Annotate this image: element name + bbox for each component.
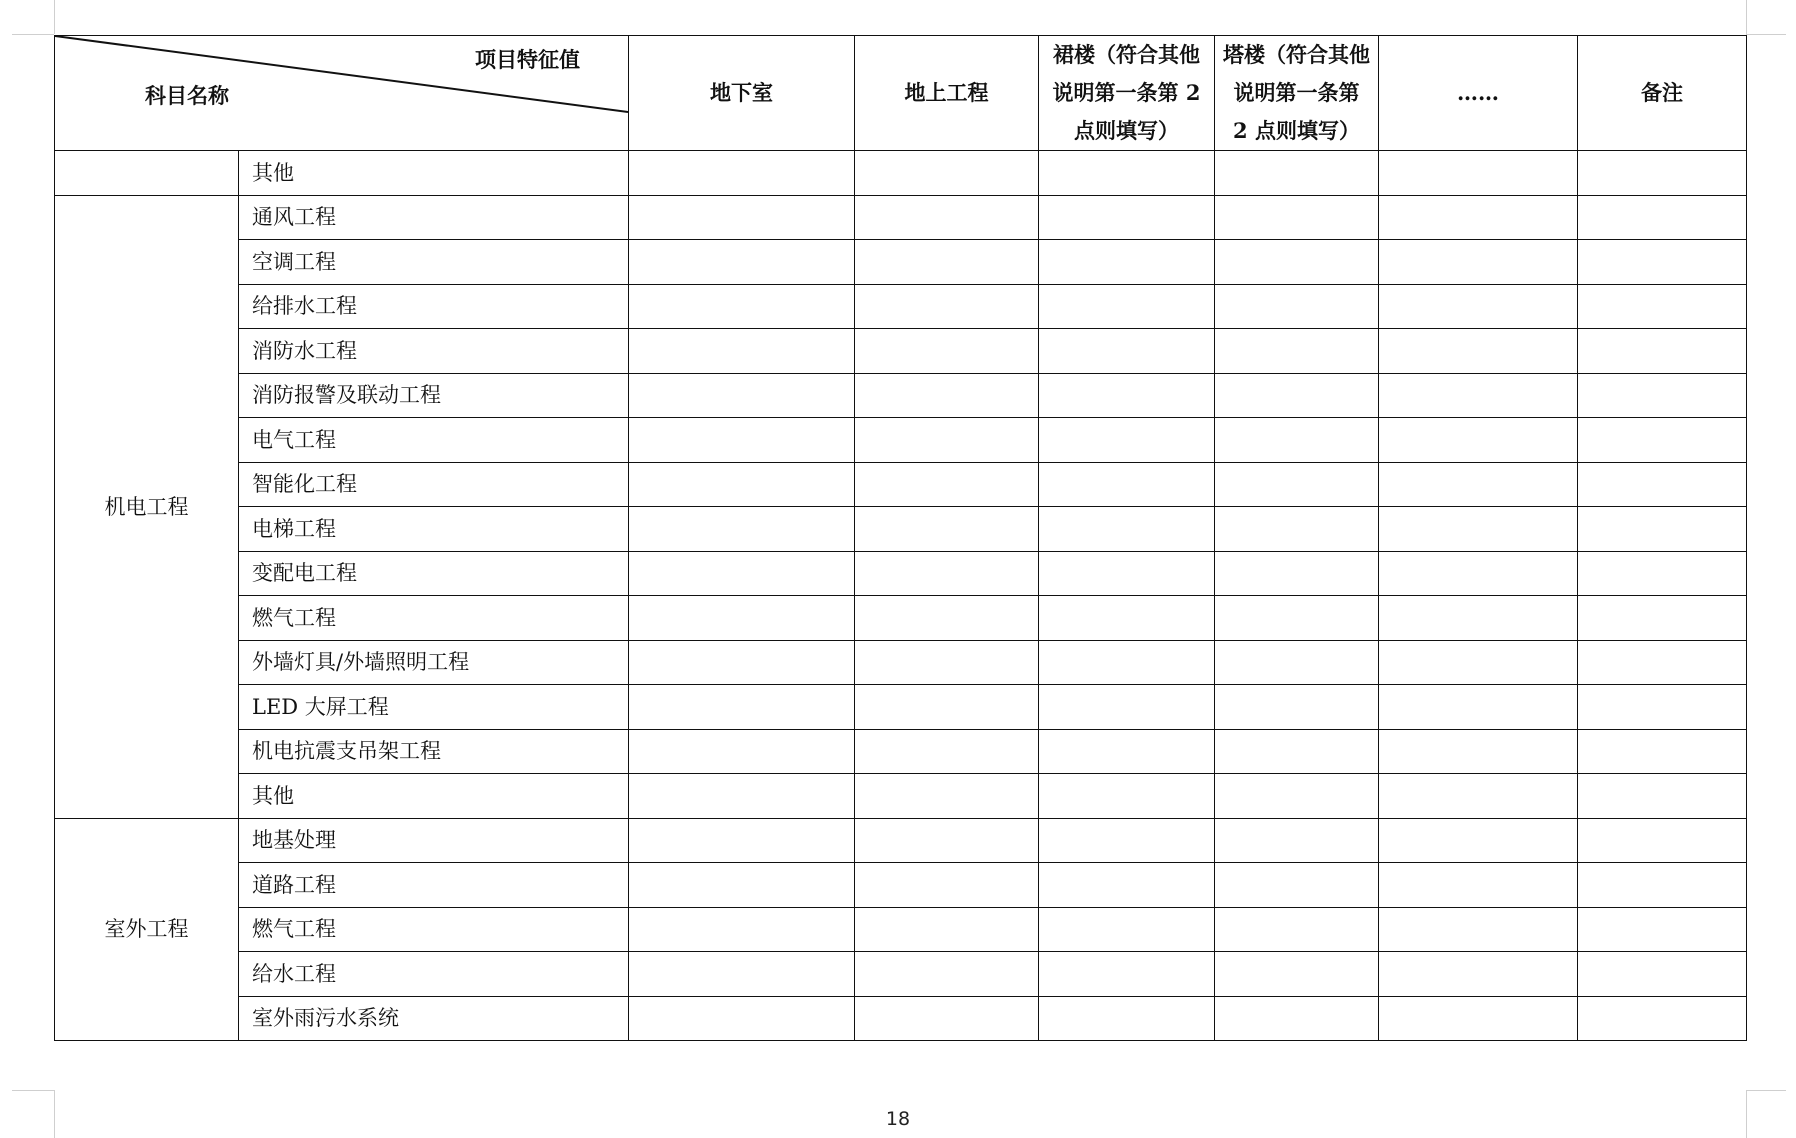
header-row <box>55 36 1747 151</box>
value-cell <box>1039 596 1215 641</box>
value-cell <box>1215 507 1379 552</box>
table-row <box>55 329 1747 374</box>
value-cell <box>629 418 855 463</box>
value-cell <box>1215 952 1379 997</box>
table-row <box>55 729 1747 774</box>
page-number: 18 <box>885 1108 911 1130</box>
item-name-cell: 通风工程 <box>239 195 629 240</box>
item-name-cell: 燃气工程 <box>239 596 629 641</box>
value-cell <box>629 596 855 641</box>
value-cell <box>1578 551 1747 596</box>
cost-item-table <box>54 35 1747 1041</box>
value-cell <box>1379 907 1578 952</box>
value-cell <box>1578 507 1747 552</box>
crop-mark-top-right-h <box>1746 34 1786 35</box>
value-cell <box>1578 373 1747 418</box>
column-header-remarks: 备注 <box>1578 36 1747 151</box>
value-cell <box>1379 240 1578 285</box>
value-cell <box>1039 195 1215 240</box>
crop-mark-top-right-v <box>1746 0 1747 34</box>
table-row <box>55 640 1747 685</box>
value-cell <box>1578 640 1747 685</box>
value-cell <box>1379 818 1578 863</box>
value-cell <box>1215 863 1379 908</box>
section-name-cell <box>55 151 239 196</box>
column-header-podium: 裙楼（符合其他说明第一条第 2 点则填写） <box>1039 36 1215 151</box>
item-name-cell: 机电抗震支吊架工程 <box>239 729 629 774</box>
value-cell <box>1578 596 1747 641</box>
value-cell <box>629 685 855 730</box>
table-row <box>55 373 1747 418</box>
table-row <box>55 596 1747 641</box>
table-row <box>55 195 1747 240</box>
diagonal-header-cell <box>55 36 629 151</box>
value-cell <box>1039 418 1215 463</box>
value-cell <box>855 418 1039 463</box>
value-cell <box>1379 640 1578 685</box>
item-name-cell: 消防水工程 <box>239 329 629 374</box>
value-cell <box>1379 329 1578 374</box>
value-cell <box>1578 284 1747 329</box>
value-cell <box>1039 151 1215 196</box>
item-name-cell: 电梯工程 <box>239 507 629 552</box>
value-cell <box>1379 373 1578 418</box>
value-cell <box>1379 729 1578 774</box>
value-cell <box>629 151 855 196</box>
table-row <box>55 952 1747 997</box>
value-cell <box>1578 729 1747 774</box>
table-row <box>55 507 1747 552</box>
value-cell <box>1215 284 1379 329</box>
value-cell <box>1578 418 1747 463</box>
value-cell <box>855 507 1039 552</box>
table-row <box>55 996 1747 1041</box>
value-cell <box>1215 907 1379 952</box>
section-name-cell: 机电工程 <box>55 195 239 818</box>
item-name-cell: 其他 <box>239 774 629 819</box>
value-cell <box>1039 774 1215 819</box>
value-cell <box>1379 284 1578 329</box>
value-cell <box>1578 907 1747 952</box>
value-cell <box>855 329 1039 374</box>
value-cell <box>1039 863 1215 908</box>
value-cell <box>1039 952 1215 997</box>
value-cell <box>1379 996 1578 1041</box>
value-cell <box>1215 418 1379 463</box>
table-row <box>55 818 1747 863</box>
value-cell <box>1039 462 1215 507</box>
item-name-cell: 室外雨污水系统 <box>239 996 629 1041</box>
value-cell <box>1578 818 1747 863</box>
value-cell <box>855 818 1039 863</box>
table-row <box>55 151 1747 196</box>
value-cell <box>1215 462 1379 507</box>
value-cell <box>855 240 1039 285</box>
value-cell <box>1578 151 1747 196</box>
value-cell <box>1215 151 1379 196</box>
item-name-cell: 消防报警及联动工程 <box>239 373 629 418</box>
value-cell <box>1578 195 1747 240</box>
value-cell <box>1215 729 1379 774</box>
value-cell <box>855 462 1039 507</box>
crop-mark-bottom-right-h <box>1746 1090 1786 1091</box>
column-header-above-ground: 地上工程 <box>855 36 1039 151</box>
value-cell <box>855 907 1039 952</box>
column-header-ellipsis: …… <box>1379 36 1578 151</box>
value-cell <box>629 729 855 774</box>
value-cell <box>855 863 1039 908</box>
value-cell <box>1039 818 1215 863</box>
value-cell <box>1215 373 1379 418</box>
value-cell <box>1039 551 1215 596</box>
feature-value-label: 项目特征值 <box>475 47 580 72</box>
value-cell <box>1215 685 1379 730</box>
item-name-cell: LED 大屏工程 <box>239 685 629 730</box>
value-cell <box>629 195 855 240</box>
value-cell <box>1379 952 1578 997</box>
item-name-cell: 空调工程 <box>239 240 629 285</box>
value-cell <box>1379 596 1578 641</box>
table-row <box>55 551 1747 596</box>
value-cell <box>1215 640 1379 685</box>
table-row <box>55 240 1747 285</box>
value-cell <box>1215 195 1379 240</box>
value-cell <box>629 818 855 863</box>
value-cell <box>1215 551 1379 596</box>
value-cell <box>629 640 855 685</box>
item-name-cell: 燃气工程 <box>239 907 629 952</box>
value-cell <box>855 284 1039 329</box>
item-name-cell: 电气工程 <box>239 418 629 463</box>
value-cell <box>1039 907 1215 952</box>
value-cell <box>629 952 855 997</box>
value-cell <box>1578 774 1747 819</box>
table-row <box>55 284 1747 329</box>
value-cell <box>1379 863 1578 908</box>
value-cell <box>1379 551 1578 596</box>
value-cell <box>1578 685 1747 730</box>
item-name-cell: 智能化工程 <box>239 462 629 507</box>
value-cell <box>855 685 1039 730</box>
value-cell <box>1039 685 1215 730</box>
value-cell <box>629 284 855 329</box>
value-cell <box>1379 507 1578 552</box>
value-cell <box>855 195 1039 240</box>
value-cell <box>855 596 1039 641</box>
item-name-cell: 给排水工程 <box>239 284 629 329</box>
crop-mark-top-left-h <box>12 34 54 35</box>
table-row <box>55 418 1747 463</box>
column-header-basement: 地下室 <box>629 36 855 151</box>
value-cell <box>629 907 855 952</box>
value-cell <box>855 551 1039 596</box>
item-name-cell: 地基处理 <box>239 818 629 863</box>
value-cell <box>629 240 855 285</box>
value-cell <box>1578 952 1747 997</box>
value-cell <box>855 774 1039 819</box>
value-cell <box>1578 996 1747 1041</box>
column-header-tower: 塔楼（符合其他说明第一条第 2 点则填写） <box>1215 36 1379 151</box>
value-cell <box>629 863 855 908</box>
value-cell <box>1215 996 1379 1041</box>
table-row <box>55 907 1747 952</box>
value-cell <box>1039 996 1215 1041</box>
item-name-cell: 变配电工程 <box>239 551 629 596</box>
table-body <box>55 151 1747 1041</box>
value-cell <box>1039 284 1215 329</box>
value-cell <box>1039 329 1215 374</box>
value-cell <box>855 952 1039 997</box>
table-row <box>55 863 1747 908</box>
value-cell <box>629 774 855 819</box>
value-cell <box>1215 818 1379 863</box>
value-cell <box>1215 329 1379 374</box>
value-cell <box>629 551 855 596</box>
value-cell <box>855 373 1039 418</box>
value-cell <box>1379 151 1578 196</box>
value-cell <box>1039 729 1215 774</box>
item-name-cell: 外墙灯具/外墙照明工程 <box>239 640 629 685</box>
value-cell <box>1039 373 1215 418</box>
value-cell <box>1039 240 1215 285</box>
value-cell <box>1578 329 1747 374</box>
value-cell <box>1578 863 1747 908</box>
crop-mark-top-left-v <box>54 0 55 34</box>
value-cell <box>1379 418 1578 463</box>
subject-name-label: 科目名称 <box>145 83 229 108</box>
value-cell <box>629 462 855 507</box>
value-cell <box>1379 462 1578 507</box>
table-row <box>55 774 1747 819</box>
item-name-cell: 给水工程 <box>239 952 629 997</box>
value-cell <box>1215 774 1379 819</box>
section-name-cell: 室外工程 <box>55 818 239 1041</box>
value-cell <box>855 640 1039 685</box>
value-cell <box>629 507 855 552</box>
value-cell <box>1379 195 1578 240</box>
value-cell <box>1039 640 1215 685</box>
value-cell <box>855 729 1039 774</box>
value-cell <box>1379 774 1578 819</box>
item-name-cell: 道路工程 <box>239 863 629 908</box>
table-row <box>55 462 1747 507</box>
value-cell <box>1039 507 1215 552</box>
value-cell <box>629 329 855 374</box>
value-cell <box>855 151 1039 196</box>
value-cell <box>1578 240 1747 285</box>
value-cell <box>1215 596 1379 641</box>
value-cell <box>629 996 855 1041</box>
item-name-cell: 其他 <box>239 151 629 196</box>
value-cell <box>1379 685 1578 730</box>
value-cell <box>1578 462 1747 507</box>
value-cell <box>1215 240 1379 285</box>
value-cell <box>855 996 1039 1041</box>
value-cell <box>629 373 855 418</box>
table-row <box>55 685 1747 730</box>
crop-mark-bottom-left-h <box>12 1090 54 1091</box>
